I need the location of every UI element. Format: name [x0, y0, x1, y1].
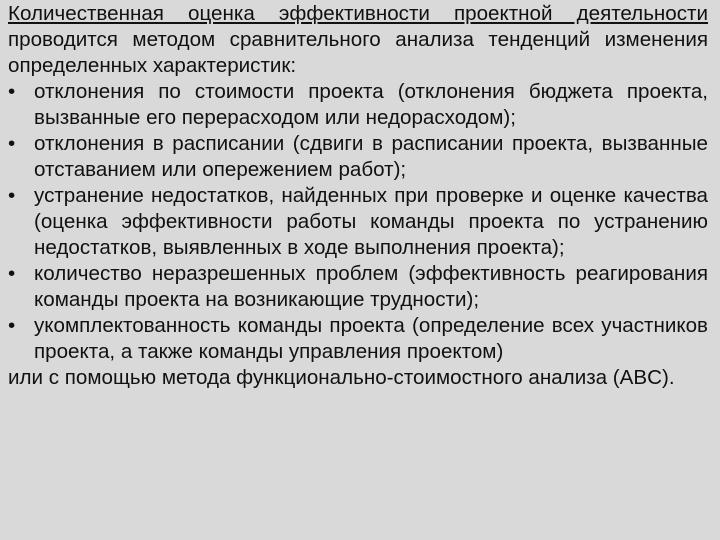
intro-paragraph [8, 1, 708, 79]
text-block [8, 1, 708, 391]
bullet-icon: • [8, 314, 16, 337]
bullet-icon: • [8, 80, 16, 103]
intro-rest: проводится методом сравнительного анализа тенденций изменения определенных характеристик: [8, 28, 708, 77]
outro-paragraph: или с помощью метода функционально-стоимостного анализа (ABC). [8, 366, 675, 389]
list-item [8, 261, 708, 313]
list-item [8, 131, 708, 183]
list-item-text: укомплектованность команды проекта (определение всех участников проекта, а также команды управления проектом) [34, 314, 708, 363]
list-item-text: отклонения в расписании (сдвиги в расписании проекта, вызванные отставанием или опережением работ); [34, 132, 708, 181]
list-item-text: устранение недостатков, найденных при проверке и оценке качества (оценка эффективности работы команды проекта по устранению недостатков, выявленных в ходе выполнения проекта); [34, 184, 708, 259]
intro-lead: Количественная оценка эффективности проектной деятельности [8, 2, 708, 25]
list-item [8, 79, 708, 131]
list-item [8, 183, 708, 261]
list-item-text: количество неразрешенных проблем (эффективность реагирования команды проекта на возникающие трудности); [34, 262, 708, 311]
criteria-list [8, 79, 708, 365]
list-item [8, 313, 708, 365]
bullet-icon: • [8, 132, 16, 155]
bullet-icon: • [8, 184, 16, 207]
list-item-text: отклонения по стоимости проекта (отклонения бюджета проекта, вызванные его перерасходом или недорасходом); [34, 80, 708, 129]
bullet-icon: • [8, 262, 16, 285]
